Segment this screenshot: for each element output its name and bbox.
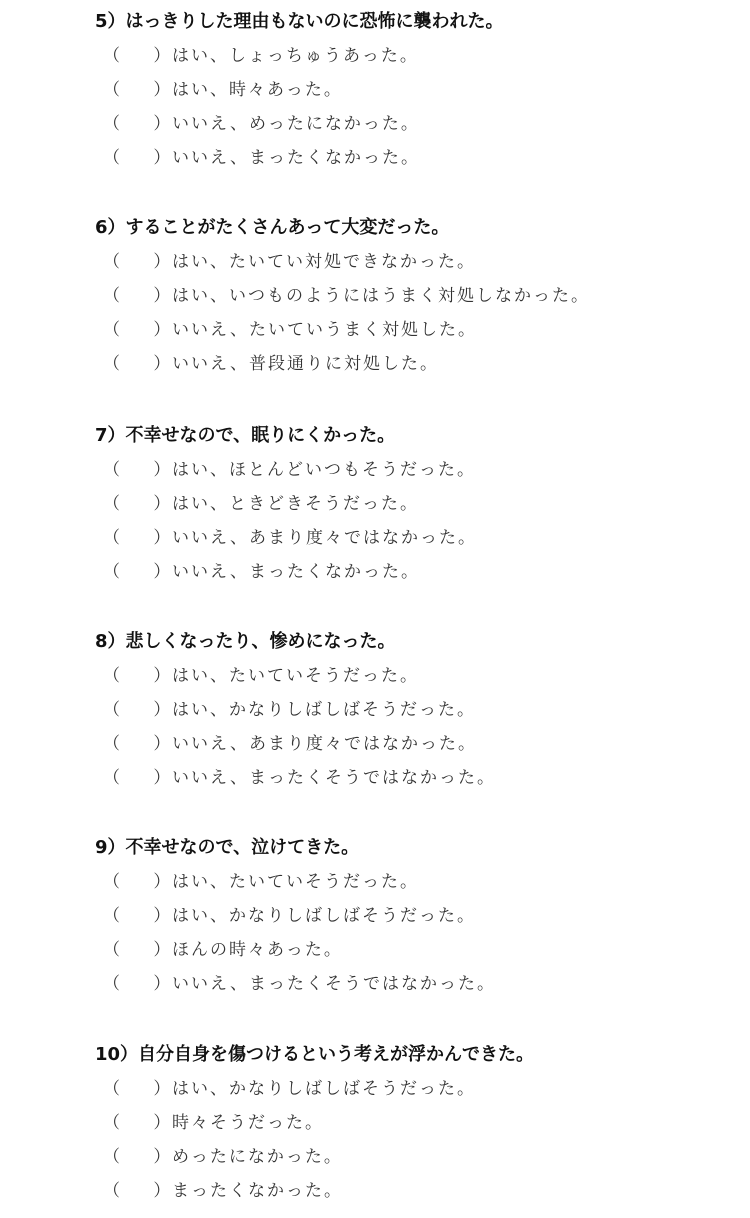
answer-option[interactable] bbox=[95, 899, 735, 933]
answer-option[interactable] bbox=[95, 761, 735, 795]
answer-option[interactable] bbox=[95, 967, 735, 1001]
answer-option-label: はい、いつものようにはうまく対処しなかった。 bbox=[172, 286, 590, 306]
answer-option-label: いいえ、まったくなかった。 bbox=[172, 562, 421, 582]
answer-option-label: いいえ、あまり度々ではなかった。 bbox=[172, 734, 478, 754]
answer-option[interactable] bbox=[95, 453, 735, 487]
answer-option-label: はい、ときどきそうだった。 bbox=[172, 494, 419, 514]
question-title: 9）不幸せなので、泣けてきた。 bbox=[95, 837, 360, 858]
answer-option[interactable] bbox=[95, 521, 735, 555]
answer-option-label: はい、しょっちゅうあった。 bbox=[172, 46, 419, 66]
answer-option[interactable] bbox=[95, 487, 735, 521]
answer-checkbox[interactable]: （ ） bbox=[103, 114, 185, 134]
answer-checkbox[interactable]: （ ） bbox=[103, 940, 185, 960]
answer-checkbox[interactable]: （ ） bbox=[103, 460, 185, 480]
answer-option-label: いいえ、たいていうまく対処した。 bbox=[172, 320, 478, 340]
answer-option-label: はい、かなりしばしばそうだった。 bbox=[172, 700, 476, 720]
answer-option[interactable] bbox=[95, 39, 735, 73]
answer-checkbox[interactable]: （ ） bbox=[103, 320, 185, 340]
answer-option-label: はい、ほとんどいつもそうだった。 bbox=[172, 460, 476, 480]
answer-option-label: はい、たいてい対処できなかった。 bbox=[172, 252, 476, 272]
answer-option-label: いいえ、まったくなかった。 bbox=[172, 148, 421, 168]
question-block bbox=[95, 834, 735, 1001]
answer-checkbox[interactable]: （ ） bbox=[103, 1181, 185, 1201]
question-block bbox=[95, 8, 735, 175]
answer-option[interactable] bbox=[95, 245, 735, 279]
question-block bbox=[95, 628, 735, 795]
answer-option[interactable] bbox=[95, 555, 735, 589]
answer-checkbox[interactable]: （ ） bbox=[103, 148, 185, 168]
answer-checkbox[interactable]: （ ） bbox=[103, 494, 185, 514]
answer-option-label: 時々そうだった。 bbox=[172, 1113, 324, 1133]
answer-option[interactable] bbox=[95, 313, 735, 347]
answer-option[interactable] bbox=[95, 865, 735, 899]
answer-checkbox[interactable]: （ ） bbox=[103, 974, 185, 994]
answer-checkbox[interactable]: （ ） bbox=[103, 872, 185, 892]
answer-checkbox[interactable]: （ ） bbox=[103, 1113, 185, 1133]
answer-option-label: ほんの時々あった。 bbox=[172, 940, 343, 960]
question-title: 10）自分自身を傷つけるという考えが浮かんできた。 bbox=[95, 1044, 535, 1065]
answer-checkbox[interactable]: （ ） bbox=[103, 252, 185, 272]
question-block bbox=[95, 214, 735, 381]
question-title: 5）はっきりした理由もないのに恐怖に襲われた。 bbox=[95, 11, 504, 32]
answer-option-label: めったになかった。 bbox=[172, 1147, 343, 1167]
answer-checkbox[interactable]: （ ） bbox=[103, 46, 185, 66]
answer-option-label: はい、たいていそうだった。 bbox=[172, 872, 419, 892]
answer-option-label: はい、たいていそうだった。 bbox=[172, 666, 419, 686]
answer-option[interactable] bbox=[95, 347, 735, 381]
answer-checkbox[interactable]: （ ） bbox=[103, 562, 185, 582]
answer-checkbox[interactable]: （ ） bbox=[103, 1079, 185, 1099]
question-title: 6）することがたくさんあって大変だった。 bbox=[95, 217, 450, 238]
answer-option[interactable] bbox=[95, 933, 735, 967]
answer-option[interactable] bbox=[95, 73, 735, 107]
answer-option[interactable] bbox=[95, 693, 735, 727]
answer-option[interactable] bbox=[95, 1072, 735, 1106]
answer-checkbox[interactable]: （ ） bbox=[103, 286, 185, 306]
answer-option-label: まったくなかった。 bbox=[172, 1181, 343, 1201]
answer-checkbox[interactable]: （ ） bbox=[103, 354, 185, 374]
answer-option[interactable] bbox=[95, 1174, 735, 1208]
question-title: 7）不幸せなので、眠りにくかった。 bbox=[95, 425, 396, 446]
answer-checkbox[interactable]: （ ） bbox=[103, 666, 185, 686]
answer-option[interactable] bbox=[95, 659, 735, 693]
answer-option-label: はい、時々あった。 bbox=[172, 80, 343, 100]
answer-option-label: いいえ、あまり度々ではなかった。 bbox=[172, 528, 478, 548]
answer-option[interactable] bbox=[95, 1140, 735, 1174]
question-title: 8）悲しくなったり、惨めになった。 bbox=[95, 631, 396, 652]
answer-option[interactable] bbox=[95, 279, 735, 313]
answer-option-label: いいえ、普段通りに対処した。 bbox=[172, 354, 440, 374]
answer-checkbox[interactable]: （ ） bbox=[103, 528, 185, 548]
answer-option-label: はい、かなりしばしばそうだった。 bbox=[172, 906, 476, 926]
answer-checkbox[interactable]: （ ） bbox=[103, 1147, 185, 1167]
answer-option-label: いいえ、まったくそうではなかった。 bbox=[172, 768, 497, 788]
answer-checkbox[interactable]: （ ） bbox=[103, 734, 185, 754]
answer-checkbox[interactable]: （ ） bbox=[103, 768, 185, 788]
answer-option-label: いいえ、まったくそうではなかった。 bbox=[172, 974, 497, 994]
question-block bbox=[95, 1041, 735, 1208]
answer-checkbox[interactable]: （ ） bbox=[103, 906, 185, 926]
answer-checkbox[interactable]: （ ） bbox=[103, 700, 185, 720]
answer-option-label: はい、かなりしばしばそうだった。 bbox=[172, 1079, 476, 1099]
answer-option[interactable] bbox=[95, 141, 735, 175]
answer-option-label: いいえ、めったになかった。 bbox=[172, 114, 420, 134]
answer-option[interactable] bbox=[95, 727, 735, 761]
answer-option[interactable] bbox=[95, 107, 735, 141]
answer-checkbox[interactable]: （ ） bbox=[103, 80, 185, 100]
question-block bbox=[95, 422, 735, 589]
answer-option[interactable] bbox=[95, 1106, 735, 1140]
